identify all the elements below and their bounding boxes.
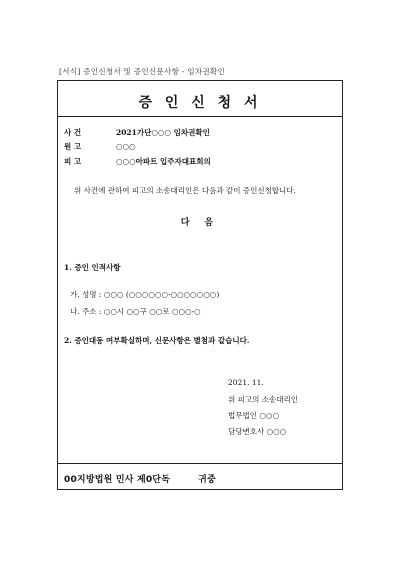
case-value: 2021가단○○○ 임차권확인 [116,127,210,137]
plaintiff-key: 원 고 [64,142,82,152]
intro-text: 위 사건에 관하여 피고의 소송대리인은 다음과 같이 증인신청합니다. [74,186,296,195]
document-frame [57,80,343,490]
court-suffix: 귀중 [198,475,216,485]
plaintiff-row [64,140,211,155]
court-divider [58,463,342,464]
court-address [64,472,216,485]
defendant-row [64,154,211,169]
case-info [64,125,211,169]
defendant-key: 피 고 [64,156,82,166]
signature-line-1: 위 피고의 소송대리인 [228,395,298,404]
court-name: 00지방법원 민사 제0단독 [64,475,171,485]
witness-name: 가. 성명 : ○○○ (○○○○○○-○○○○○○○) [70,290,220,299]
document-title: 증 인 신 청 서 [138,95,262,111]
defendant-value: ○○○아파트 입주자대표회의 [116,156,211,166]
section-heading: 다 음 [180,218,220,228]
signature-date: 2021. 11. [228,378,264,387]
form-caption: [서식] 증인신청서 및 증인신문사항 - 임차권확인 [59,67,226,76]
title-divider [58,116,342,117]
case-key: 사 건 [64,127,82,137]
plaintiff-value: ○○○ [116,142,136,152]
witness-statement: 2. 증인대동 여부확실하며, 신문사항은 별첨과 같습니다. [64,336,250,345]
witness-info-title: 1. 증인 인적사항 [64,263,121,272]
signature-line-2: 법무법인 ○○○ [228,411,279,420]
witness-address: 나. 주소 : ○○시 ○○구 ○○로 ○○○-○ [70,307,201,316]
case-row [64,125,211,140]
signature-line-3: 담당변호사 ○○○ [228,427,287,436]
